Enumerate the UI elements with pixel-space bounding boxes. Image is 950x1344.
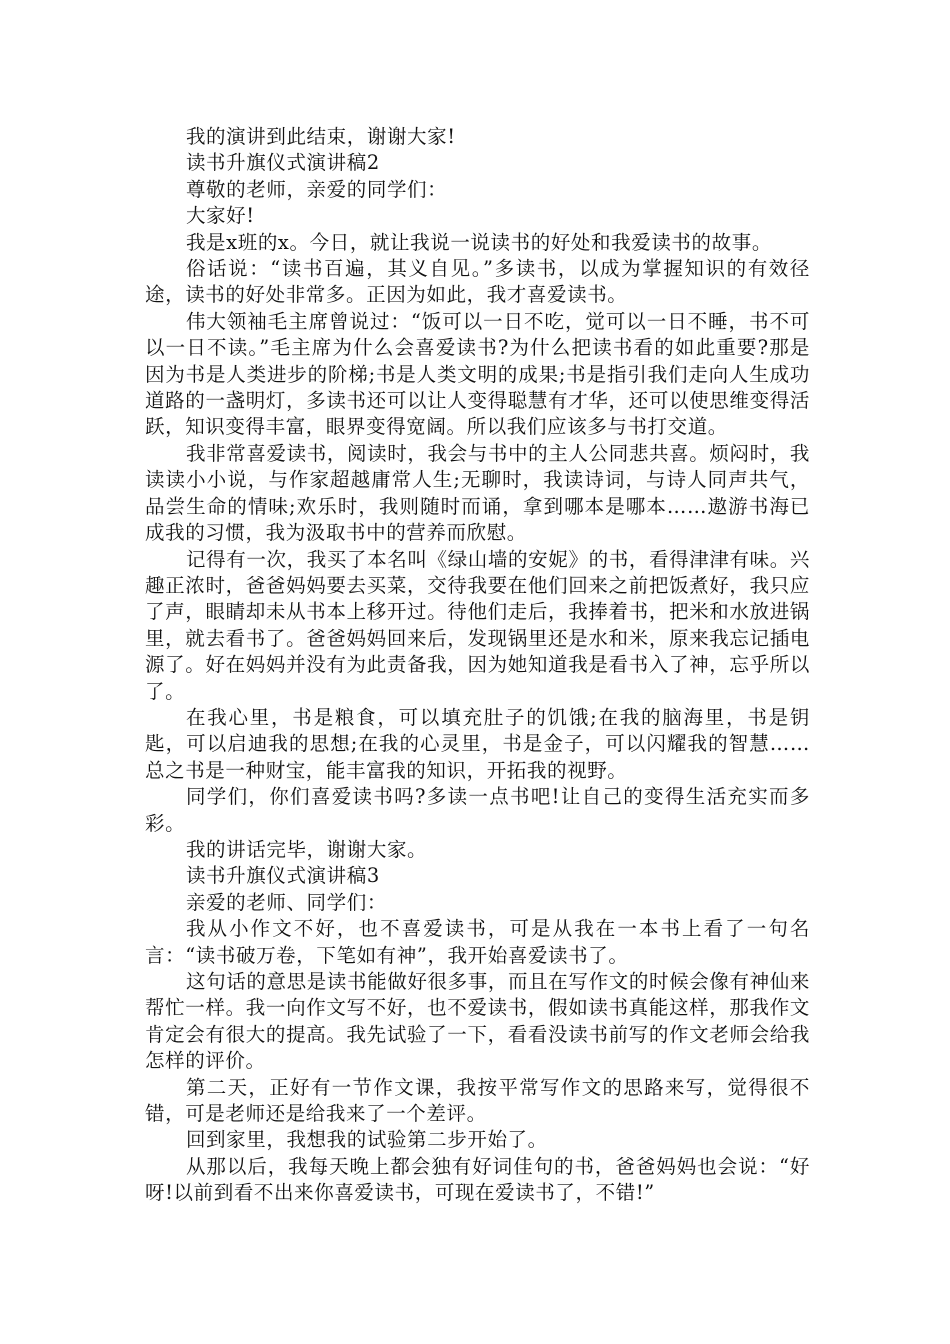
paragraph: 在我心里，书是粮食，可以填充肚子的饥饿;在我的脑海里，书是钥匙，可以启迪我的思想;在我的心灵里，书是金子，可以闪耀我的智慧……总之书是一种财宝，能丰富我的知识，开拓我的视野。 <box>145 705 810 782</box>
speech-2-salutation: 尊敬的老师，亲爱的同学们： <box>185 177 448 201</box>
speech-2-closing: 我的讲话完毕，谢谢大家。 <box>185 837 428 861</box>
document-body <box>145 124 810 1207</box>
paragraph: 从那以后，我每天晚上都会独有好词佳句的书，爸爸妈妈也会说：“好呀!以前到看不出来你喜爱读书，可现在爱读书了，不错!” <box>145 1154 810 1205</box>
speech-3-salutation: 亲爱的老师、同学们： <box>185 890 387 914</box>
paragraph: 俗话说：“读书百遍，其义自见。”多读书，以成为掌握知识的有效径途，读书的好处非常多。正因为如此，我才喜爱读书。 <box>145 257 810 307</box>
paragraph: 回到家里，我想我的试验第二步开始了。 <box>185 1128 548 1152</box>
paragraph: 同学们，你们喜爱读书吗?多读一点书吧!让自己的变得生活充实而多彩。 <box>145 785 810 835</box>
paragraph: 伟大领袖毛主席曾说过：“饭可以一日不吃，觉可以一日不睡，书不可以一日不读。”毛主席为什么会喜爱读书?为什么把读书看的如此重要?那是因为书是人类进步的阶梯;书是人类文明的成果;书是指引我们走向人生成功道路的一盏明灯，多读书还可以让人变得聪慧有才华，还可以使思维变得活跃，知识变得丰富，眼界变得宽阔。所以我们应该多与书打交道。 <box>145 309 810 439</box>
speech-2-title: 读书升旗仪式演讲稿2 <box>185 151 380 175</box>
paragraph: 第二天，正好有一节作文课，我按平常写作文的思路来写，觉得很不错，可是老师还是给我来了一个差评。 <box>145 1075 810 1126</box>
paragraph: 我是x班的x。今日，就让我说一说读书的好处和我爱读书的故事。 <box>185 230 772 254</box>
speech-2-greeting: 大家好! <box>185 204 255 228</box>
paragraph: 记得有一次，我买了本名叫《绿山墙的安妮》的书，看得津津有味。兴趣正浓时，爸爸妈妈要去买菜，交待我要在他们回来之前把饭煮好，我只应了声，眼睛却未从书本上移开过。待他们走后，我捧着书，把米和水放进锅里，就去看书了。爸爸妈妈回来后，发现锅里还是水和米，原来我忘记插电源了。好在妈妈并没有为此责备我，因为她知道我是看书入了神，忘乎所以了。 <box>145 547 810 703</box>
paragraph: 我非常喜爱读书，阅读时，我会与书中的主人公同悲共喜。烦闷时，我读读小小说，与作家超越庸常人生;无聊时，我读诗词，与诗人同声共气，品尝生命的情味;欢乐时，我则随时而诵，拿到哪本是哪本……遨游书海已成我的习惯，我为汲取书中的营养而欣慰。 <box>145 441 810 545</box>
closing-line: 我的演讲到此结束，谢谢大家! <box>185 125 456 148</box>
paragraph: 我从小作文不好，也不喜爱读书，可是从我在一本书上看了一句名言：“读书破万卷，下笔如有神”，我开始喜爱读书了。 <box>145 917 810 967</box>
speech-3-title: 读书升旗仪式演讲稿3 <box>185 864 380 888</box>
paragraph: 这句话的意思是读书能做好很多事，而且在写作文的时候会像有神仙来帮忙一样。我一向作文写不好，也不爱读书，假如读书真能这样，那我作文肯定会有很大的提高。我先试验了一下，看看没读书前写的作文老师会给我怎样的评价。 <box>145 970 810 1073</box>
